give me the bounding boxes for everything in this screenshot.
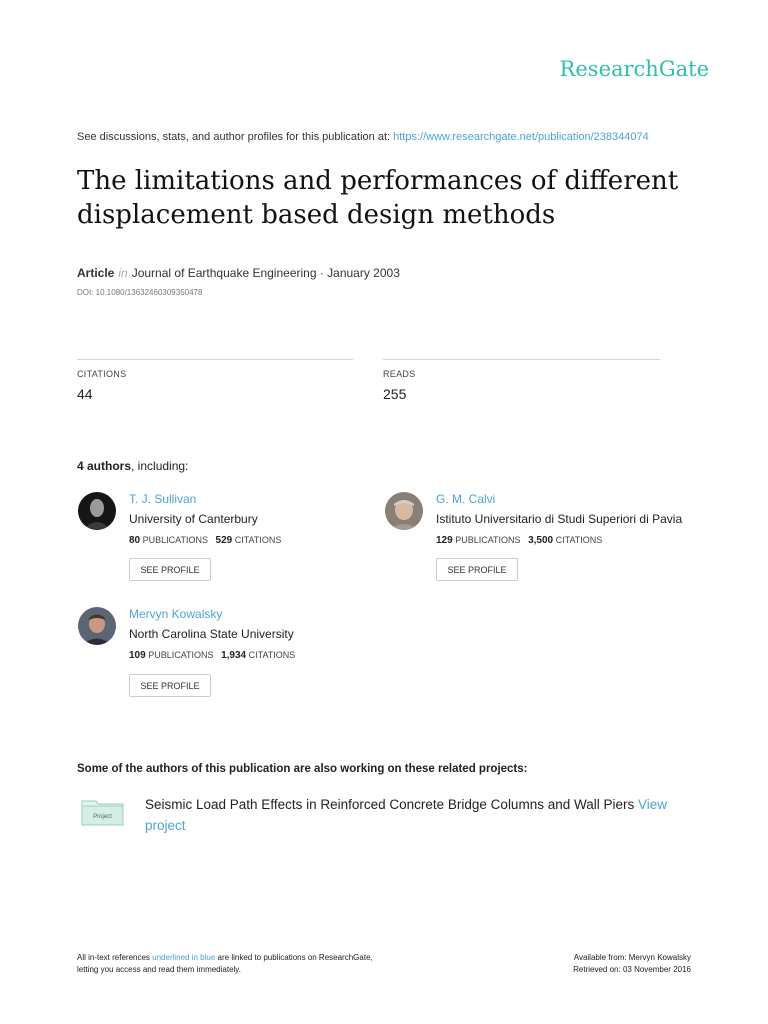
researchgate-logo[interactable]: ResearchGate bbox=[559, 57, 709, 81]
project-icon-label: Project bbox=[93, 814, 112, 820]
discussion-note bbox=[77, 131, 649, 143]
reads-value: 255 bbox=[383, 386, 407, 402]
citations-label: CITATIONS bbox=[248, 650, 296, 660]
avatar[interactable] bbox=[78, 607, 116, 645]
footer-text: All in-text references bbox=[77, 953, 153, 962]
footer-availability bbox=[573, 952, 691, 976]
publication-title bbox=[77, 164, 697, 232]
in-label: in bbox=[118, 266, 128, 280]
footer-note bbox=[77, 952, 373, 976]
discussion-prefix: See discussions, stats, and author profiles for this publication at: bbox=[77, 131, 394, 143]
authors-suffix: , including: bbox=[131, 459, 189, 473]
author-name[interactable]: T. J. Sullivan bbox=[129, 492, 197, 506]
author-stats bbox=[436, 535, 602, 546]
footer-text: are linked to publications on ResearchGate, bbox=[215, 953, 373, 962]
citations-count: 529 bbox=[215, 535, 233, 546]
available-from: Available from: Mervyn Kowalsky bbox=[573, 953, 691, 962]
author-stats bbox=[129, 535, 281, 546]
authors-heading bbox=[77, 459, 188, 473]
citations-label: CITATIONS bbox=[234, 535, 282, 545]
citations-value: 44 bbox=[77, 386, 93, 402]
journal-date[interactable]: Journal of Earthquake Engineering · January 2003 bbox=[131, 266, 400, 280]
citations-divider bbox=[77, 359, 353, 360]
related-projects-heading: Some of the authors of this publication are also working on these related projects: bbox=[77, 763, 528, 775]
project-item bbox=[145, 794, 685, 836]
author-institution: North Carolina State University bbox=[129, 627, 294, 641]
avatar[interactable] bbox=[78, 492, 116, 530]
author-photo-calvi bbox=[385, 492, 423, 530]
publications-count: 109 bbox=[129, 650, 146, 661]
project-title: Seismic Load Path Effects in Reinforced Concrete Bridge Columns and Wall Piers bbox=[145, 797, 638, 812]
citations-count: 1,934 bbox=[221, 650, 247, 661]
project-folder-icon[interactable] bbox=[81, 798, 124, 826]
authors-count: 4 authors bbox=[77, 459, 132, 473]
reads-label: READS bbox=[383, 369, 416, 379]
author-institution: Istituto Universitario di Studi Superiori di Pavia bbox=[436, 512, 683, 526]
publication-meta bbox=[77, 266, 400, 280]
view-project-link[interactable]: View project bbox=[145, 797, 668, 833]
publications-count: 129 bbox=[436, 535, 453, 546]
publication-type: Article bbox=[77, 266, 115, 280]
publications-count: 80 bbox=[129, 535, 141, 546]
reads-divider bbox=[383, 359, 660, 360]
see-profile-button[interactable]: SEE PROFILE bbox=[129, 674, 211, 697]
title-line-2: displacement based design methods bbox=[77, 200, 556, 230]
publications-label: PUBLICATIONS bbox=[455, 535, 521, 545]
folder-icon bbox=[81, 798, 124, 826]
avatar[interactable] bbox=[385, 492, 423, 530]
citations-count: 3,500 bbox=[528, 535, 554, 546]
doi: DOI: 10.1080/13632460309350478 bbox=[77, 288, 203, 297]
publications-label: PUBLICATIONS bbox=[148, 650, 214, 660]
publications-label: PUBLICATIONS bbox=[142, 535, 208, 545]
author-institution: University of Canterbury bbox=[129, 512, 258, 526]
publication-url-link[interactable]: https://www.researchgate.net/publication/238344074 bbox=[393, 131, 649, 143]
citations-label: CITATIONS bbox=[555, 535, 603, 545]
citations-label: CITATIONS bbox=[77, 369, 127, 379]
title-line-1: The limitations and performances of different bbox=[77, 166, 679, 196]
author-photo-sullivan bbox=[78, 492, 116, 530]
see-profile-button[interactable]: SEE PROFILE bbox=[436, 558, 518, 581]
retrieved-on: Retrieved on: 03 November 2016 bbox=[573, 965, 691, 974]
footer-line-1 bbox=[77, 952, 373, 964]
footer-line-2: letting you access and read them immediately. bbox=[77, 965, 241, 974]
author-stats bbox=[129, 650, 295, 661]
author-name[interactable]: Mervyn Kowalsky bbox=[129, 607, 223, 621]
author-photo-kowalsky bbox=[78, 607, 116, 645]
author-name[interactable]: G. M. Calvi bbox=[436, 492, 496, 506]
underlined-blue-text: underlined in blue bbox=[152, 953, 216, 962]
see-profile-button[interactable]: SEE PROFILE bbox=[129, 558, 211, 581]
